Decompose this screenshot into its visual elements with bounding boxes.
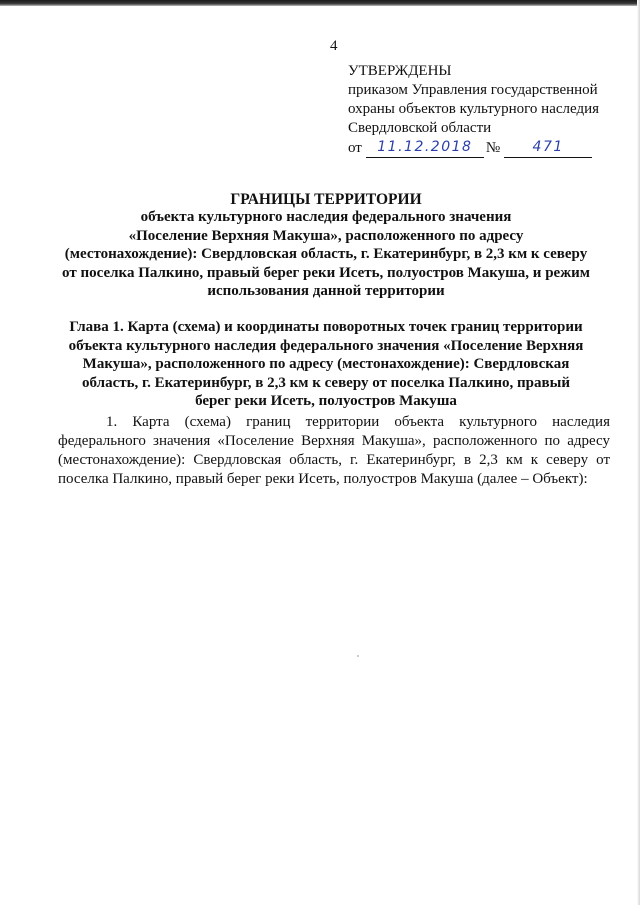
approval-line-2: охраны объектов культурного наследия [348, 101, 600, 117]
chapter-line: берег реки Исеть, полуостров Макуша [195, 393, 457, 409]
date-field [366, 141, 484, 158]
subtitle-line: от поселка Палкино, правый берег реки Исеть, полуостров Макуша, и режим [62, 264, 590, 281]
subtitle-line: «Поселение Верхняя Макуша», расположенного по адресу [128, 227, 524, 244]
subtitle-line: (местонахождение): Свердловская область, г. Екатеринбург, в 2,3 км к северу [64, 246, 588, 262]
document-subtitle [58, 208, 594, 301]
subtitle-line: использования данной территории [207, 283, 445, 299]
paragraph-1: 1. Карта (схема) границ территории объекта культурного наследия федерального значения «Поселение Верхняя Макуша», расположенного по адресу (местонахождение): Свердловская область, г. Екатеринбург, в 2,3 км к северу от поселка Палкино, правый берег реки Исеть, полуостров Макуша (далее – Объект): [58, 414, 610, 487]
chapter-line: объекта культурного наследия федерального значения «Поселение Верхняя [68, 337, 584, 354]
handwritten-date: 11.12.2018 [377, 139, 473, 155]
chapter-line: Глава 1. Карта (схема) и координаты поворотных точек границ территории [69, 319, 583, 335]
approval-line-3: Свердловской области [348, 120, 492, 136]
chapter-line: область, г. Екатеринбург, в 2,3 км к северу от поселка Палкино, правый [82, 374, 570, 391]
approval-line-1: приказом Управления государственной [348, 82, 598, 98]
approval-heading: УТВЕРЖДЕНЫ [348, 63, 452, 79]
number-field [504, 141, 592, 158]
approval-date-line [348, 139, 638, 158]
handwritten-number: 471 [532, 139, 564, 155]
number-prefix: № [485, 140, 501, 156]
date-prefix: от [348, 140, 362, 156]
document-title: ГРАНИЦЫ ТЕРРИТОРИИ [230, 191, 422, 208]
subtitle-line: объекта культурного наследия федерального значения [140, 209, 512, 225]
chapter-line: Макуша», расположенного по адресу (местонахождение): Свердловская [82, 356, 570, 372]
scan-top-edge [0, 0, 640, 6]
approval-block [348, 62, 638, 158]
scan-speck [357, 655, 359, 657]
page-number: 4 [330, 38, 338, 54]
chapter-heading [58, 318, 594, 411]
